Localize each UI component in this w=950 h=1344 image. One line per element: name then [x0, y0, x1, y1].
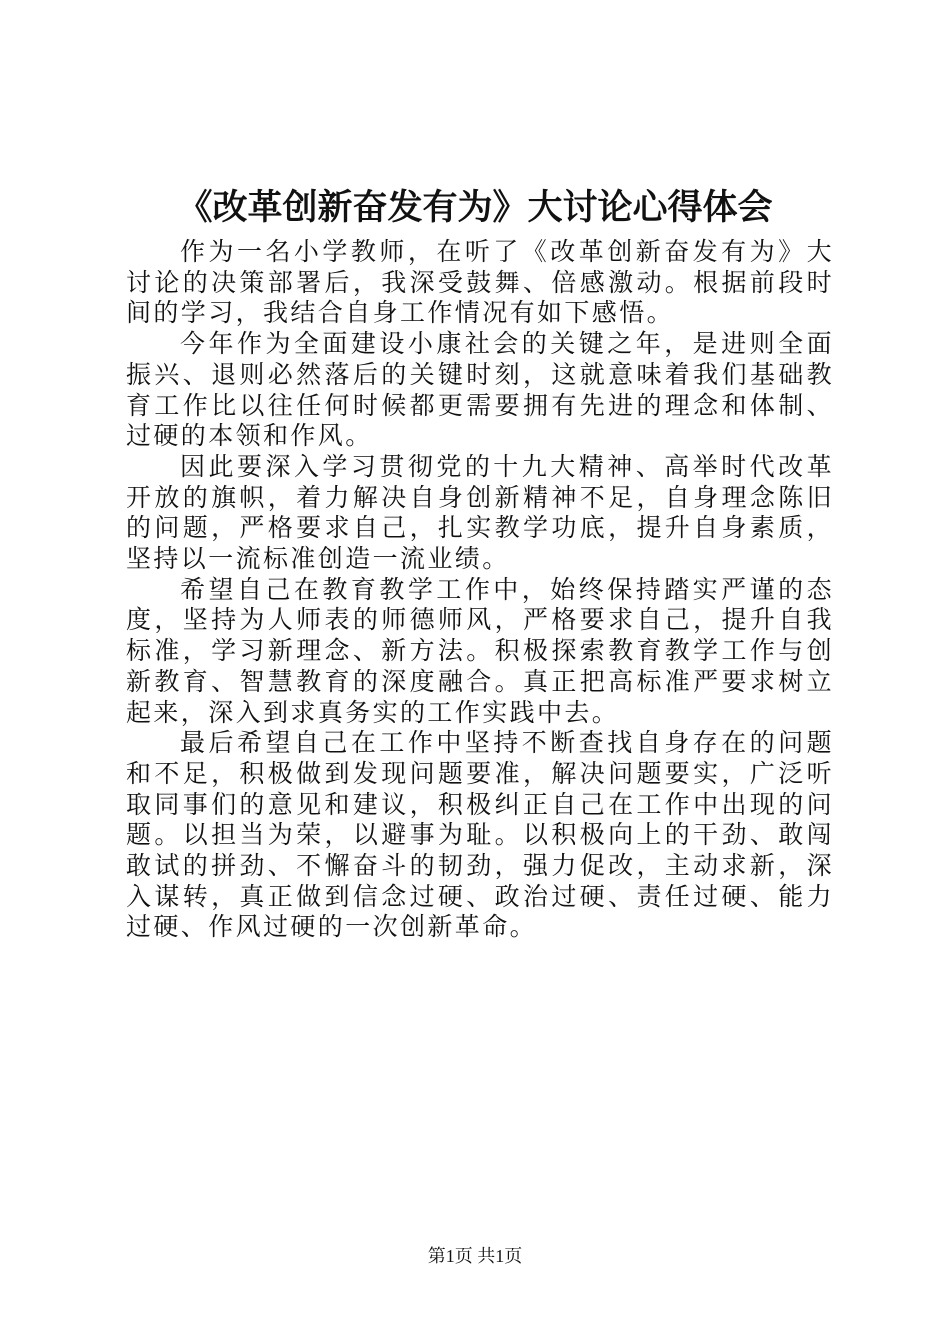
paragraph-2: 今年作为全面建设小康社会的关键之年，是进则全面振兴、退则必然落后的关键时刻，这就意味着我们基础教育工作比以往任何时候都更需要拥有先进的理念和体制、过硬的本领和作风。 [126, 329, 834, 451]
document-title: 《改革创新奋发有为》大讨论心得体会 [177, 188, 773, 228]
paragraph-3: 因此要深入学习贯彻党的十九大精神、高举时代改革开放的旗帜，着力解决自身创新精神不足，自身理念陈旧的问题，严格要求自己，扎实教学功底，提升自身素质，坚持以一流标准创造一流业绩。 [126, 451, 834, 574]
page-footer: 第1页 共1页 [427, 1246, 523, 1266]
document-body [126, 237, 834, 943]
paragraph-1: 作为一名小学教师，在听了《改革创新奋发有为》大讨论的决策部署后，我深受鼓舞、倍感激动。根据前段时间的学习，我结合自身工作情况有如下感悟。 [126, 237, 834, 328]
paragraph-4: 希望自己在教育教学工作中，始终保持踏实严谨的态度，坚持为人师表的师德师风，严格要求自己，提升自我标准，学习新理念、新方法。积极探索教育教学工作与创新教育、智慧教育的深度融合。真正把高标准严要求树立起来，深入到求真务实的工作实践中去。 [126, 574, 834, 727]
paragraph-5: 最后希望自己在工作中坚持不断查找自身存在的问题和不足，积极做到发现问题要准，解决问题要实，广泛听取同事们的意见和建议，积极纠正自己在工作中出现的问题。以担当为荣，以避事为耻。以积极向上的干劲、敢闯敢试的拼劲、不懈奋斗的韧劲，强力促改，主动求新，深入谋转，真正做到信念过硬、政治过硬、责任过硬、能力过硬、作风过硬的一次创新革命。 [126, 728, 834, 942]
